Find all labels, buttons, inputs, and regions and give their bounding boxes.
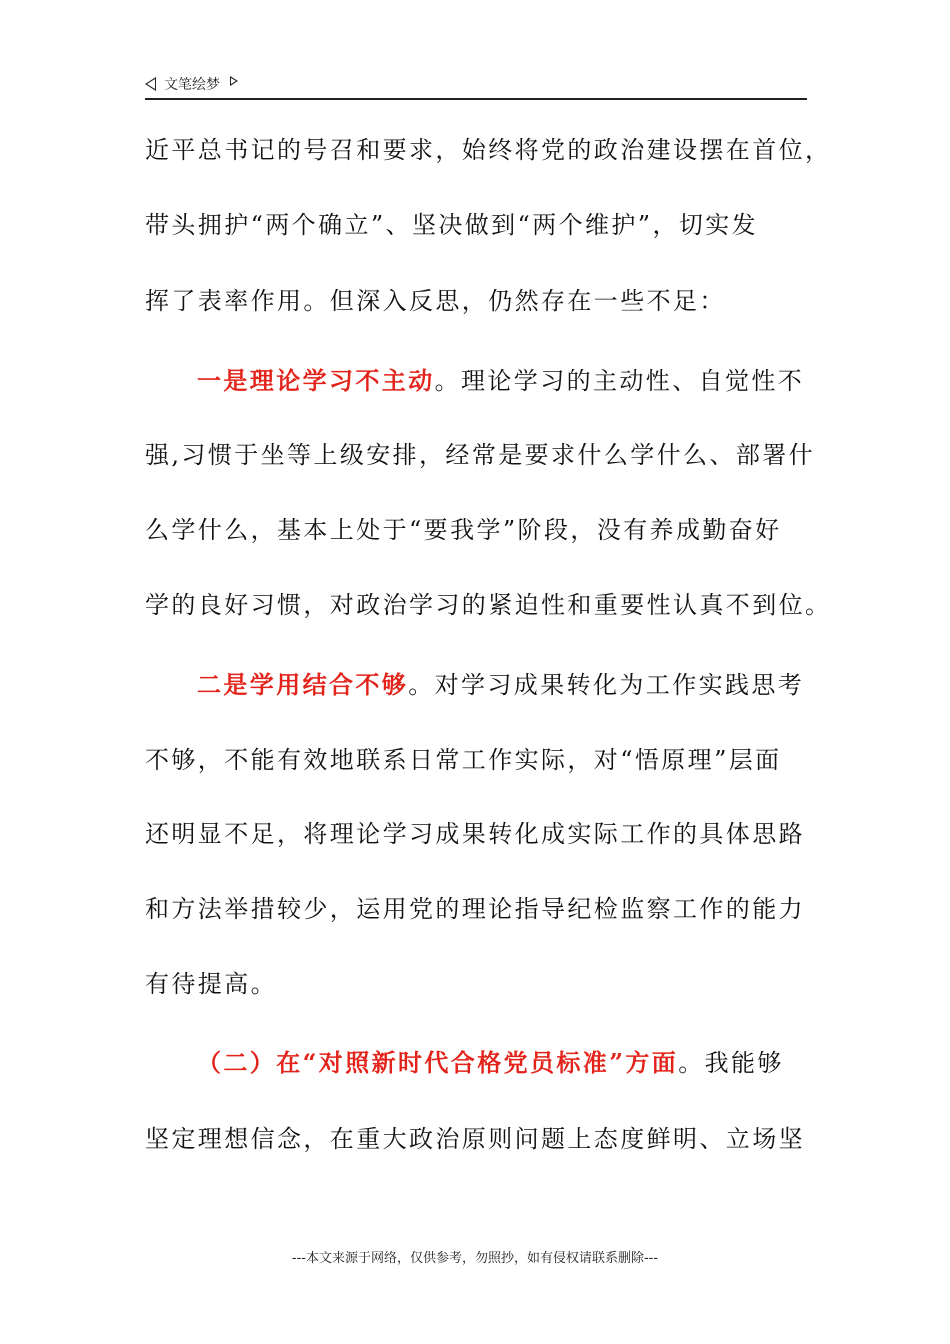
header-brand: 文笔绘梦 [164, 77, 220, 93]
section-two-heading: （二）在“对照新时代合格党员标准”方面 [197, 1048, 679, 1077]
point-two-lead: 。对学习成果转化为工作实践思考 [408, 671, 805, 699]
body-line: 近平总书记的号召和要求，始终将党的政治建设摆在首位， [145, 136, 832, 164]
paragraph-point-one-first-line [145, 366, 877, 396]
body-line: 和方法举措较少，运用党的理论指导纪检监察工作的能力 [145, 895, 805, 923]
body-line: 还明显不足，将理论学习成果转化成实际工作的具体思路 [145, 820, 805, 848]
triangle-left-icon [145, 77, 156, 91]
body-line: 学的良好习惯，对政治学习的紧迫性和重要性认真不到位。 [145, 591, 832, 619]
footer-disclaimer: ---本文来源于网络，仅供参考，勿照抄，如有侵权请联系删除--- [291, 1251, 659, 1266]
body-line: 有待提高。 [145, 970, 277, 998]
point-one-heading: 一是理论学习不主动 [197, 366, 435, 395]
paragraph-section-two-first-line [145, 1048, 877, 1078]
body-line: 挥了表率作用。但深入反思，仍然存在一些不足： [145, 287, 726, 315]
section-two-lead: 。我能够 [678, 1049, 784, 1077]
body-line: 坚定理想信念，在重大政治原则问题上态度鲜明、立场坚 [145, 1125, 805, 1153]
triangle-right-icon [230, 76, 238, 86]
header-brand-group [145, 74, 238, 94]
body-line: 么学什么，基本上处于“要我学”阶段，没有养成勤奋好 [145, 516, 782, 544]
paragraph-point-two-first-line [145, 670, 877, 700]
body-line: 带头拥护“两个确立”、坚决做到“两个维护”，切实发 [145, 211, 759, 239]
body-line: 不够，不能有效地联系日常工作实际，对“悟原理”层面 [145, 746, 782, 774]
body-line: 强,习惯于坐等上级安排，经常是要求什么学什么、部署什 [145, 441, 816, 469]
point-one-lead: 。理论学习的主动性、自觉性不 [434, 367, 805, 395]
point-two-heading: 二是学用结合不够 [197, 670, 409, 699]
page-header [145, 72, 807, 100]
